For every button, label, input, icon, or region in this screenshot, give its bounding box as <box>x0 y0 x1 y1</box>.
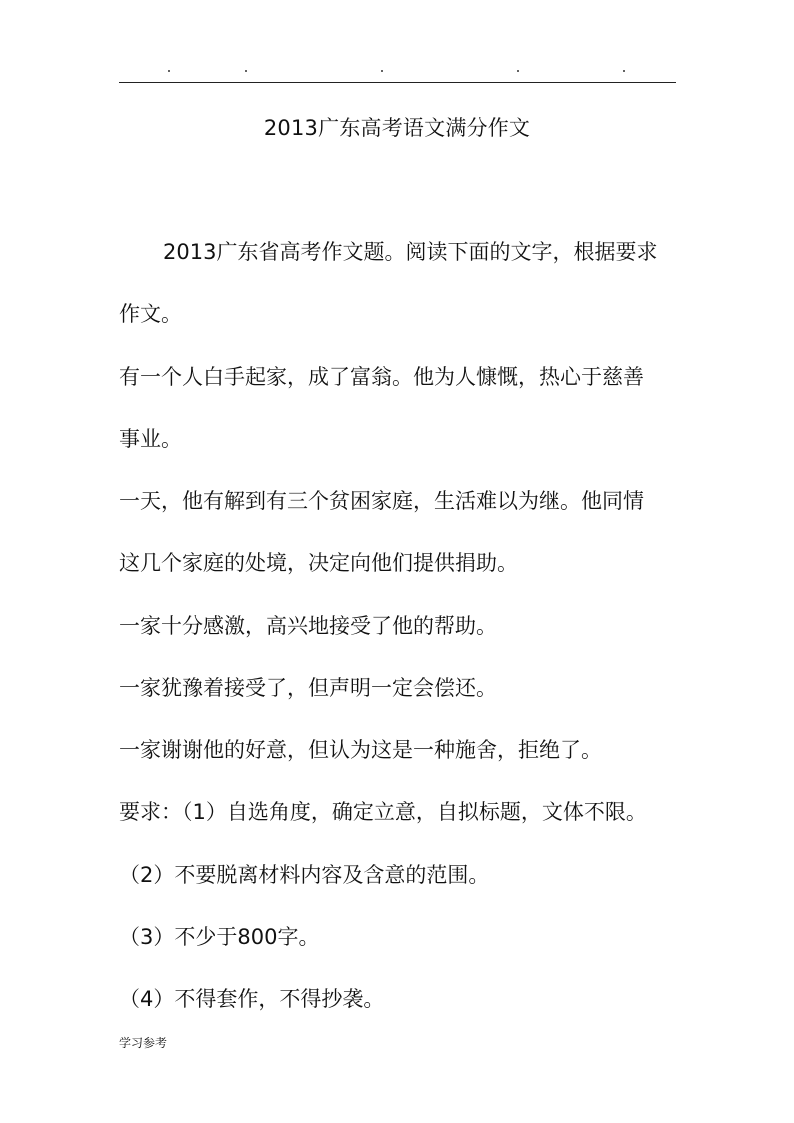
header-rule <box>119 82 676 83</box>
body-line: 事业。 <box>119 427 182 451</box>
body-line: 一家十分感激，高兴地接受了他的帮助。 <box>119 614 497 638</box>
document-title: 2013广东高考语文满分作文 <box>263 116 531 140</box>
body-line: （4）不得套作，不得抄袭。 <box>119 987 385 1011</box>
body-line: 一天，他有解到有三个贫困家庭，生活难以为继。他同情 <box>119 489 644 513</box>
body-line: 一家犹豫着接受了，但声明一定会偿还。 <box>119 676 497 700</box>
header-dot <box>168 70 170 72</box>
header-dot <box>623 70 625 72</box>
body-line: 这几个家庭的处境，决定向他们提供捐助。 <box>119 551 518 575</box>
body-line: 要求：（1）自选角度，确定立意，自拟标题，文体不限。 <box>119 800 647 824</box>
footer-note: 学习参考 <box>119 1036 168 1050</box>
body-line: 2013广东省高考作文题。阅读下面的文字，根据要求 <box>163 240 658 264</box>
header-dot <box>381 70 383 72</box>
body-line: （2）不要脱离材料内容及含意的范围。 <box>119 863 490 887</box>
body-line: （3）不少于800字。 <box>119 925 320 949</box>
body-line: 作文。 <box>119 302 182 326</box>
body-line: 一家谢谢他的好意，但认为这是一种施舍，拒绝了。 <box>119 738 602 762</box>
header-dot <box>245 70 247 72</box>
header-dot <box>517 70 519 72</box>
body-line: 有一个人白手起家，成了富翁。他为人慷慨，热心于慈善 <box>119 365 644 389</box>
